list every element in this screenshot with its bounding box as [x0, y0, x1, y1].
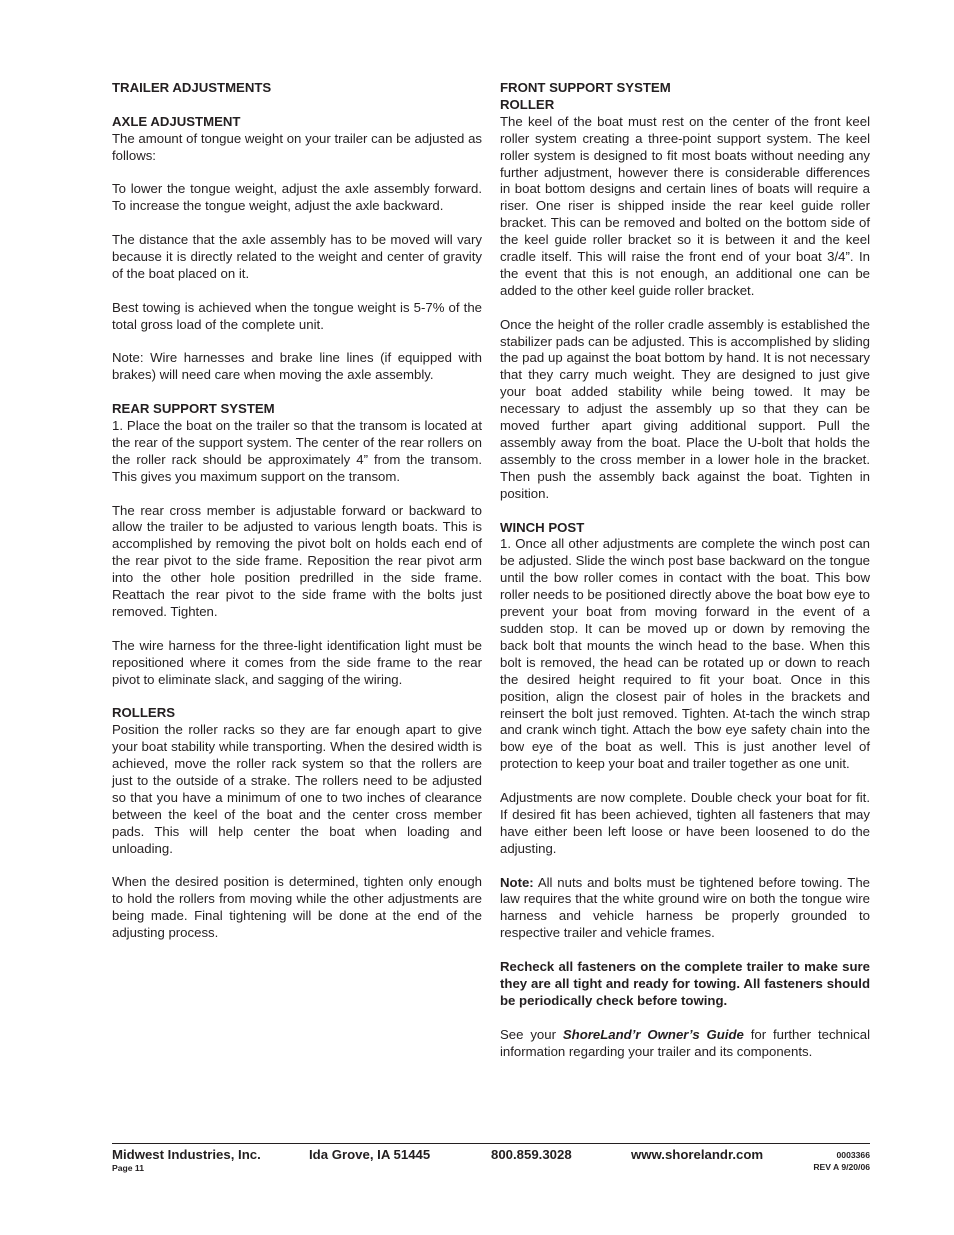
axle-paragraph-1: The amount of tongue weight on your trailer can be adjusted as follows: — [112, 130, 482, 163]
see-guide-paragraph — [500, 1027, 870, 1061]
front-support-heading: FRONT SUPPORT SYSTEM — [500, 80, 671, 95]
roller-paragraph-1: The keel of the boat must rest on the center of the front keel roller system creating a three-point support system. The keel roller system is designed to fit most boats without needing any further adjustment, however there is considerable differences in boat bottom designs and certain lines of boats will require a riser. One riser is shipped inside the rear keel guide roller bracket. This can be removed and bolted on the bottom side of the keel guide roller bracket so it is between it and the keel cradle itself. This will raise the front end of your boat 3/4”. In the event that this is not enough, an additional one can be added to the other keel guide roller bracket. — [500, 113, 870, 298]
axle-paragraph-3: The distance that the axle assembly has to be moved will vary because it is directly related to the weight and center of gravity of the boat placed on it. — [112, 232, 482, 281]
owners-guide-title: ShoreLand’r Owner’s Guide — [562, 1026, 744, 1042]
footer-phone: 800.859.3028 — [491, 1147, 572, 1162]
winch-paragraph-1: 1. Once all other adjustments are complete the winch post can be adjusted. Slide the winch post base backward on the tongue until the bow roller comes in contact with the boat. This bow roller needs to be positioned directly above the boat bow eye to prevent your boat from moving forward in the event of a sudden stop. It can be moved up or down by removing the back bolt that mounts the winch head to the base. When this bolt is removed, the head can be rotated up or down to reach the desired height required to fit your boat. Once in this position, align the closest pair of holes in the brackets and reinsert the bolt just removed. Tighten. At-tach the winch strap and crank winch tight. Attach the bow eye safety chain into the bow eye of the boat as well. This is just another level of protection to keep your boat and trailer together as one unit. — [500, 536, 870, 772]
recheck-paragraph: Recheck all fasteners on the complete trailer to make sure they are all tight and ready for towing. All fasteners should be periodically check before towing. — [500, 959, 870, 1008]
see-suffix: for further technical information regarding your trailer and its components. — [500, 1026, 871, 1059]
see-prefix: See your — [500, 1026, 563, 1042]
winch-paragraph-2: Adjustments are now complete. Double check your boat for fit. If desired fit has been achieved, tighten all fasteners that may have either been left loose or have been loosened to do the adjusting. — [500, 790, 870, 856]
rollers-paragraph-2: When the desired position is determined, tighten only enough to hold the rollers from moving while the other adjustments are being made. Final tightening will be done at the end of the adjusting process. — [112, 874, 482, 941]
rear-support-heading: REAR SUPPORT SYSTEM — [112, 401, 275, 417]
footer-revision: REV A 9/20/06 — [813, 1162, 870, 1172]
footer-divider — [112, 1143, 870, 1144]
note-paragraph — [500, 875, 870, 943]
footer-city: Ida Grove, IA 51445 — [309, 1147, 431, 1162]
roller-paragraph-2: Once the height of the roller cradle assembly is established the stabilizer pads can be adjusted. This is accomplished by sliding the pad up against the boat bottom by hand. It is not necessary that they carry much weight. They are designed to just give your boat added stability while being towed. It may be necessary to adjust the assembly up so that they can be moved further apart giving additional support. Pull the assembly away from the boat. Place the U-bolt that holds the assembly to the cross member in a lower hole in the bracket. Then push the assembly back against the boat. Tighten in position. — [500, 316, 870, 501]
note-label: Note: — [500, 874, 534, 890]
axle-paragraph-2: To lower the tongue weight, adjust the axle assembly forward. To increase the tongue weight, adjust the axle backward. — [112, 181, 482, 214]
rear-paragraph-3: The wire harness for the three-light identification light must be repositioned where it comes from the side frame to the rear pivot to eliminate slack, and sagging of the wiring. — [112, 637, 482, 687]
axle-adjustment-heading: AXLE ADJUSTMENT — [112, 113, 241, 129]
footer-doc-number: 0003366 — [836, 1150, 870, 1160]
section-title: TRAILER ADJUSTMENTS — [112, 80, 272, 95]
rollers-paragraph-1: Position the roller racks so they are far enough apart to give your boat stability while transporting. When the desired width is achieved, move the roller rack system so that the rollers are just to the outside of a strake. The rollers need to be adjusted so that you have a minimum of one to two inches of clearance between the keel of the boat and the center cross member pads. This will help center the boat when loading and unloading. — [112, 722, 482, 856]
axle-note: Note: Wire harnesses and brake line lines (if equipped with brakes) will need care when moving the axle assembly. — [112, 350, 482, 383]
roller-heading: ROLLER — [500, 96, 555, 112]
right-column — [500, 80, 870, 1077]
axle-paragraph-4: Best towing is achieved when the tongue weight is 5-7% of the total gross load of the complete unit. — [112, 299, 482, 332]
rear-paragraph-2: The rear cross member is adjustable forward or backward to allow the trailer to be adjusted to various length boats. This is accomplished by removing the pivot bolt on holds each end of the rear pivot to the side frame. Reposition the rear pivot arm into the other hole position predrilled in the side frame. Reattach the rear pivot to the side frame with the bolts just removed. Tighten. — [112, 502, 482, 619]
note-text: All nuts and bolts must be tightened before towing. The law requires that the white ground wire on both the tongue wire harness and vehicle harness be properly grounded to respective trailer and vehicle frames. — [500, 874, 870, 941]
rear-paragraph-1: 1. Place the boat on the trailer so that the transom is located at the rear of the support system. The center of the rear rollers on the roller rack should be approximately 4” from the transom. This gives you maximum support on the transom. — [112, 418, 482, 484]
left-column — [112, 80, 482, 959]
footer-company: Midwest Industries, Inc. — [112, 1147, 261, 1162]
winch-post-heading: WINCH POST — [500, 519, 585, 535]
footer-website: www.shorelandr.com — [631, 1147, 764, 1162]
footer-page-number: Page 11 — [112, 1163, 145, 1173]
rollers-heading: ROLLERS — [112, 705, 176, 721]
